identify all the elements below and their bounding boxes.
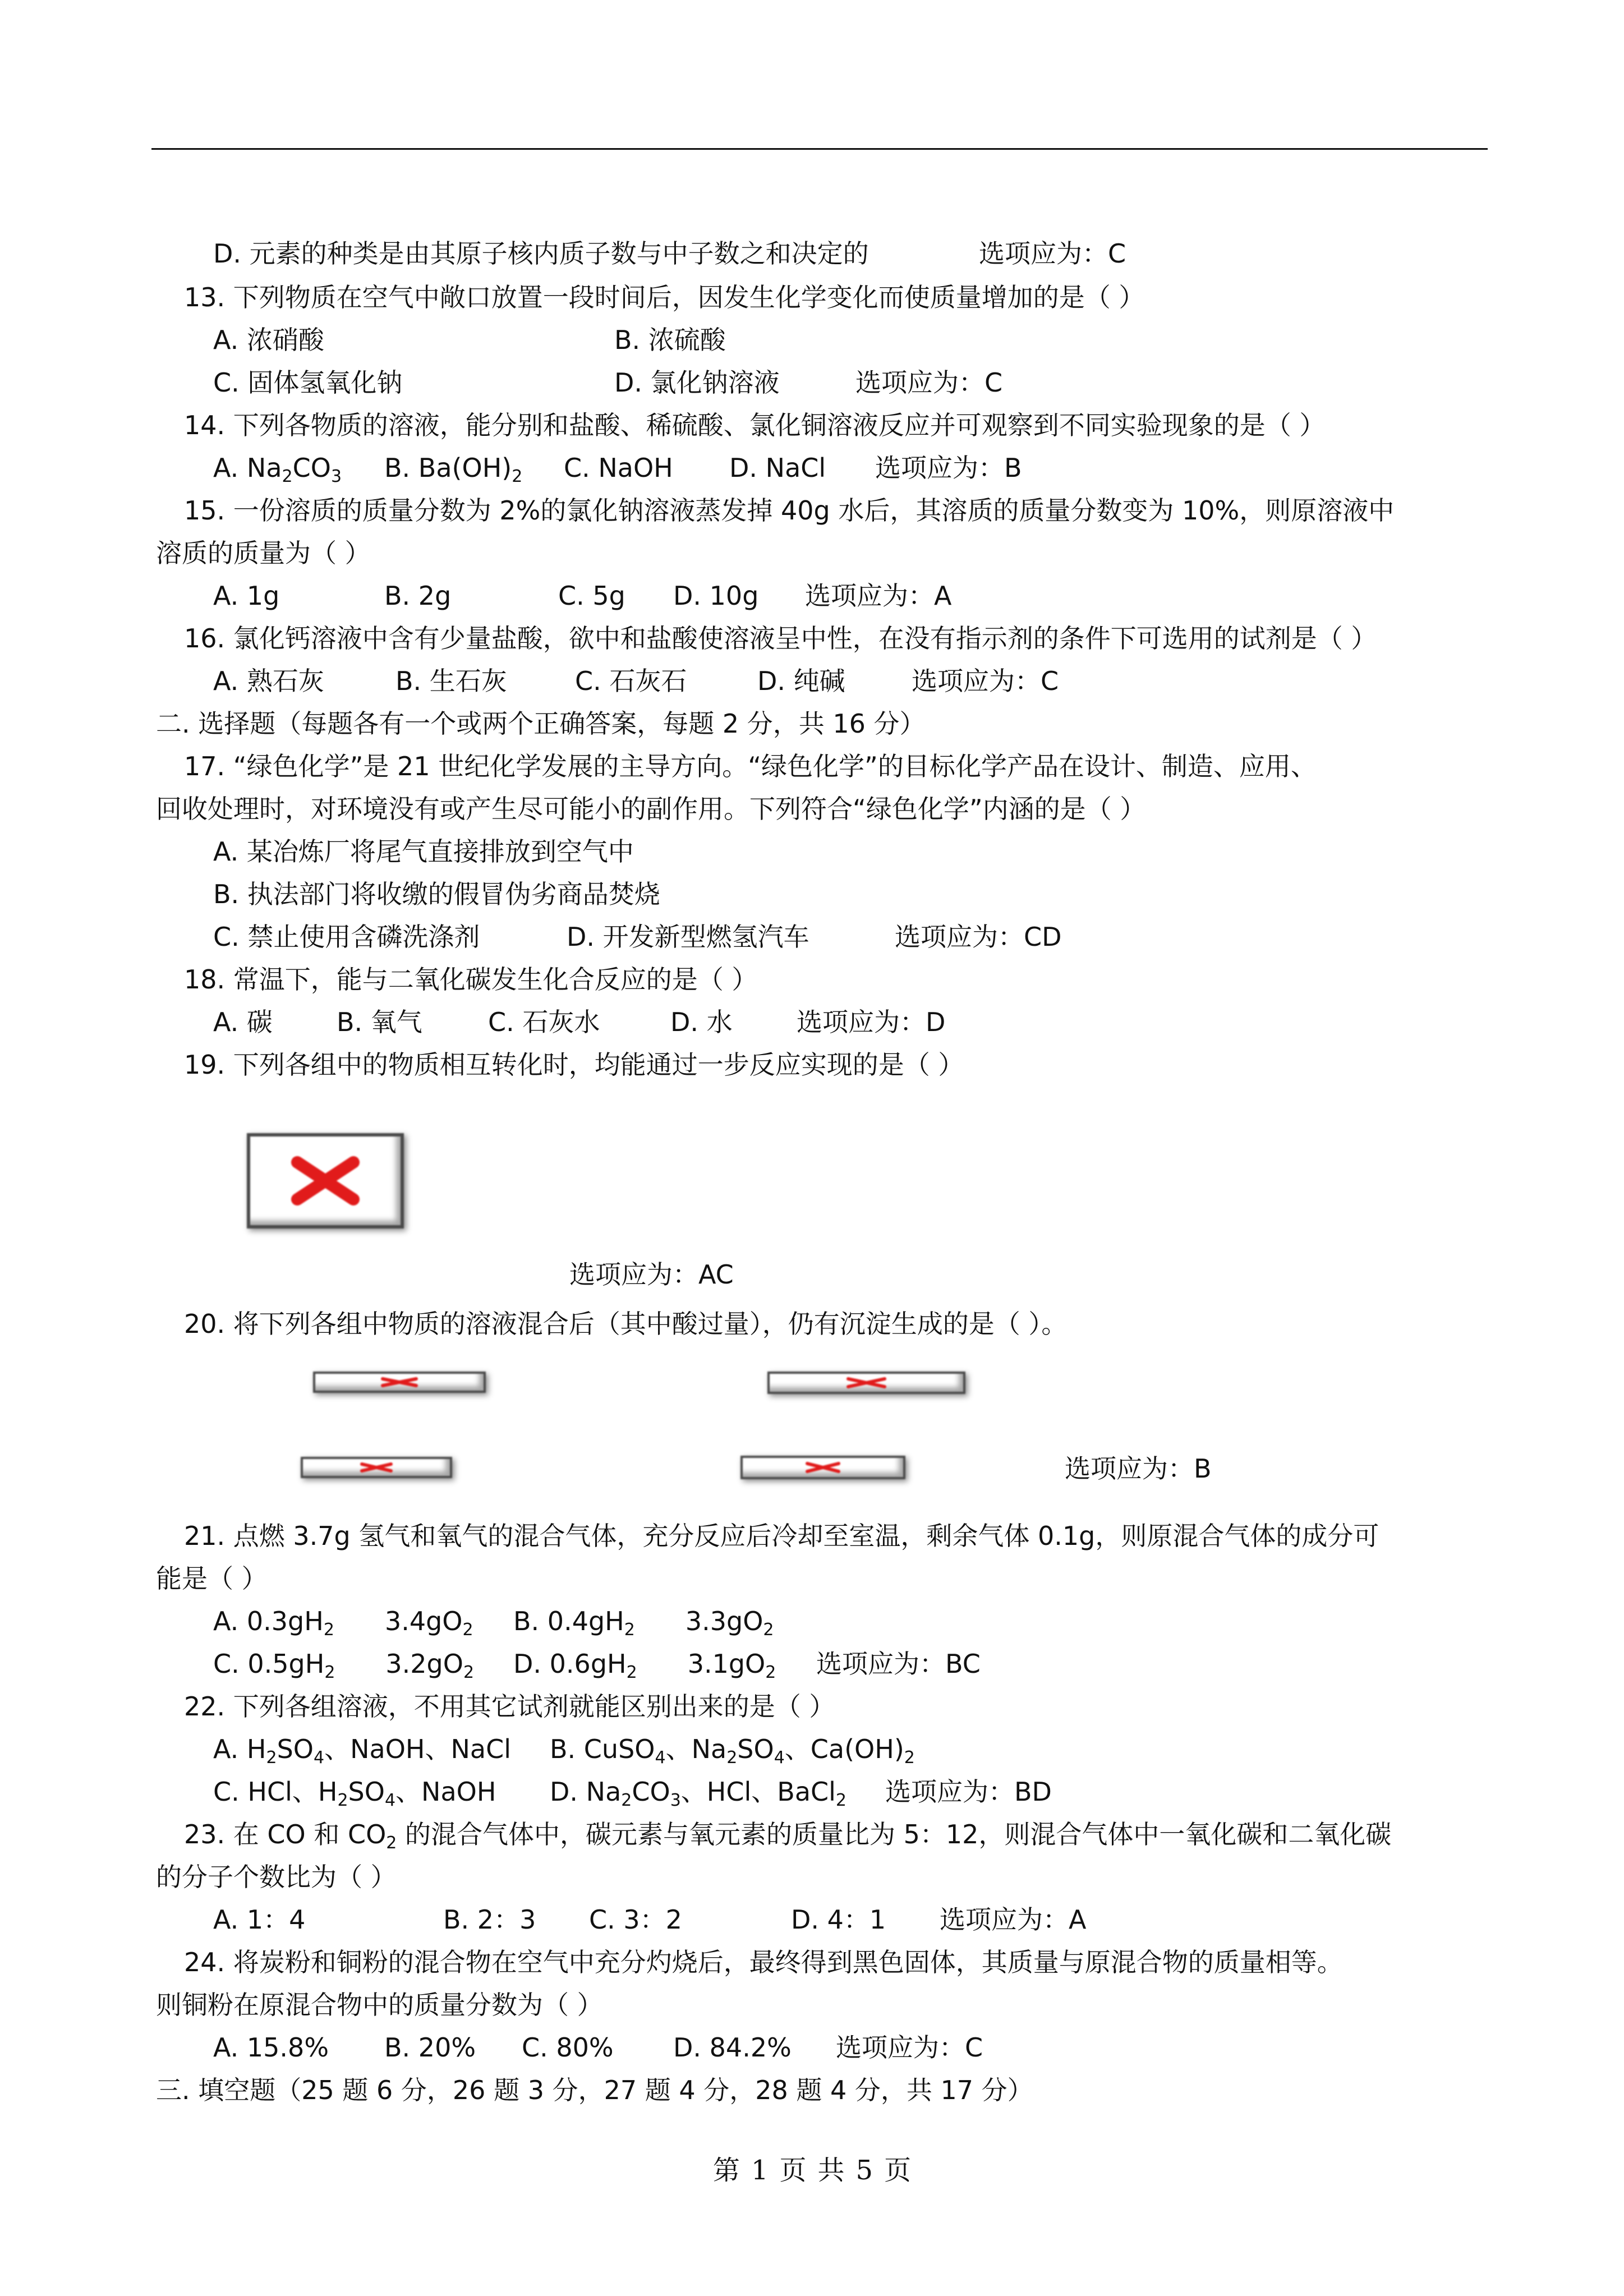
q14-option-a: A. $Na_2CO_3$ — [213, 453, 342, 486]
q23-answer: 选项应为：A — [940, 1904, 1087, 1935]
broken-image-x-icon — [303, 1459, 450, 1476]
q21-answer: 选项应为：BC — [816, 1649, 981, 1679]
q20-broken-image-d — [740, 1456, 905, 1479]
q17-stem-line2: 回收处理时，对环境没有或产生尽可能小的副作用。下列符合“绿色化学”内涵的是（ ） — [156, 794, 1146, 824]
q22-option-d: D. $Na_2CO_3$、HCl、BaCl$_2$ — [550, 1777, 847, 1810]
q23-option-b: B. 2：3 — [443, 1904, 536, 1935]
q18-answer: 选项应为：D — [797, 1007, 946, 1037]
broken-image-x-icon — [770, 1374, 963, 1392]
q24-answer: 选项应为：C — [836, 2032, 983, 2063]
q13-option-c: C. 固体氢氧化钠 — [213, 367, 403, 398]
q17-option-b: B. 执法部门将收缴的假冒伪劣商品焚烧 — [213, 879, 660, 909]
q23-option-c: C. 3：2 — [589, 1904, 682, 1935]
q15-option-c: C. 5g — [558, 581, 625, 611]
q24-option-d: D. 84.2% — [673, 2032, 792, 2063]
q17-option-d: D. 开发新型燃氢汽车 — [567, 922, 809, 952]
q22-option-a: A. $H_2SO_4$、NaOH、NaCl — [213, 1734, 511, 1768]
q24-option-c: C. 80% — [522, 2032, 614, 2063]
q23-option-d: D. 4：1 — [791, 1904, 886, 1935]
q20-broken-image-b — [767, 1372, 965, 1394]
q24-option-a: A. 15.8% — [213, 2032, 329, 2063]
q16-stem: 16. 氯化钙溶液中含有少量盐酸，欲中和盐酸使溶液呈中性，在没有指示剂的条件下可选用的试剂是（ ） — [184, 623, 1377, 654]
q20-broken-image-c — [301, 1457, 452, 1478]
q20-stem: 20. 将下列各组中物质的溶液混合后（其中酸过量），仍有沉淀生成的是（ ）。 — [184, 1309, 1068, 1339]
q16-answer: 选项应为：C — [912, 666, 1059, 696]
q20-answer: 选项应为：B — [1065, 1453, 1212, 1484]
q22-option-c: C. HCl、$H_2SO_4$、NaOH — [213, 1777, 496, 1810]
q23-stem-line1: 23. 在 CO 和 $CO_2$ 的混合气体中，碳元素与氧元素的质量比为 5：12，则混合气体中一氧化碳和二氧化碳 — [184, 1819, 1392, 1853]
q19-stem: 19. 下列各组中的物质相互转化时，均能通过一步反应实现的是（ ） — [184, 1050, 964, 1080]
q15-option-b: B. 2g — [384, 581, 452, 611]
q23-stem-line2: 的分子个数比为（ ） — [156, 1862, 397, 1892]
q23-option-a: A. 1：4 — [213, 1904, 306, 1935]
q15-stem-line1: 15. 一份溶质的质量分数为 2%的氯化钠溶液蒸发掉 40g 水后，其溶质的质量分数变为 10%，则原溶液中 — [184, 495, 1395, 526]
q12-answer: 选项应为：C — [979, 238, 1126, 269]
q22-option-b: B. CuSO$_4$、$Na_2SO_4$、$Ca(OH)_2$ — [550, 1734, 915, 1768]
broken-image-x-icon — [250, 1137, 401, 1225]
q12-option-d: D. 元素的种类是由其原子核内质子数与中子数之和决定的 — [213, 238, 869, 269]
q14-stem: 14. 下列各物质的溶液，能分别和盐酸、稀硫酸、氯化铜溶液反应并可观察到不同实验现象的是（ ） — [184, 410, 1326, 440]
q22-answer: 选项应为：BD — [885, 1777, 1052, 1807]
q19-broken-image — [247, 1133, 404, 1228]
q16-option-b: B. 生石灰 — [395, 666, 507, 696]
q17-option-a: A. 某冶炼厂将尾气直接排放到空气中 — [213, 836, 634, 867]
q17-option-c: C. 禁止使用含磷洗涤剂 — [213, 922, 480, 952]
q18-option-a: A. 碳 — [213, 1007, 273, 1037]
q24-option-b: B. 20% — [384, 2032, 476, 2063]
q18-option-d: D. 水 — [670, 1007, 733, 1037]
q21-option-c: C. $0.5gH_2$ $3.2gO_2$ — [213, 1649, 475, 1682]
q18-option-b: B. 氧气 — [337, 1007, 422, 1037]
q21-stem-line1: 21. 点燃 3.7g 氢气和氧气的混合气体，充分反应后冷却至室温，剩余气体 0.1g，则原混合气体的成分可 — [184, 1521, 1379, 1551]
q13-option-b: B. 浓硫酸 — [614, 325, 726, 355]
q20-broken-image-a — [313, 1372, 486, 1393]
broken-image-x-icon — [315, 1374, 484, 1391]
page-total: 5 — [855, 2155, 873, 2186]
q16-option-c: C. 石灰石 — [575, 666, 687, 696]
q17-stem-line1: 17. “绿色化学”是 21 世纪化学发展的主导方向。“绿色化学”的目标化学产品在设计、制造、应用、 — [184, 751, 1317, 781]
q16-option-d: D. 纯碱 — [757, 666, 845, 696]
section-3-title: 三. 填空题（25 题 6 分，26 题 3 分，27 题 4 分，28 题 4 分，共 17 分） — [156, 2075, 1033, 2105]
q21-stem-line2: 能是（ ） — [156, 1563, 268, 1594]
q16-option-a: A. 熟石灰 — [213, 666, 324, 696]
q15-stem-line2: 溶质的质量为（ ） — [156, 538, 371, 568]
q22-stem: 22. 下列各组溶液，不用其它试剂就能区别出来的是（ ） — [184, 1691, 835, 1722]
header-rule — [151, 148, 1488, 150]
q14-option-c: C. NaOH — [564, 453, 673, 483]
q24-stem-line1: 24. 将炭粉和铜粉的混合物在空气中充分灼烧后，最终得到黑色固体，其质量与原混合物的质量相等。 — [184, 1947, 1343, 1977]
q24-stem-line2: 则铜粉在原混合物中的质量分数为（ ） — [156, 1990, 603, 2020]
q14-option-b: B. $Ba(OH)_2$ — [384, 453, 523, 486]
q15-answer: 选项应为：A — [805, 581, 952, 611]
page-footer: 第 1 页 共 5 页 — [712, 2155, 912, 2186]
q13-option-a: A. 浓硝酸 — [213, 325, 324, 355]
q21-option-b: B. $0.4gH_2$ $3.3gO_2$ — [513, 1606, 774, 1640]
page-number: 1 — [751, 2155, 769, 2186]
section-2-title: 二. 选择题（每题各有一个或两个正确答案，每题 2 分，共 16 分） — [156, 708, 926, 739]
q13-answer: 选项应为：C — [855, 367, 1003, 398]
q17-answer: 选项应为：CD — [895, 922, 1062, 952]
q14-option-d: D. NaCl — [729, 453, 826, 483]
broken-image-x-icon — [743, 1458, 903, 1477]
q21-option-d: D. $0.6gH_2$ $3.1gO_2$ — [513, 1649, 776, 1682]
q18-option-c: C. 石灰水 — [488, 1007, 600, 1037]
q15-option-d: D. 10g — [673, 581, 759, 611]
q13-option-d: D. 氯化钠溶液 — [614, 367, 780, 398]
q13-stem: 13. 下列物质在空气中敞口放置一段时间后，因发生化学变化而使质量增加的是（ ） — [184, 282, 1145, 312]
q21-option-a: A. $0.3gH_2$ $3.4gO_2$ — [213, 1606, 473, 1640]
q18-stem: 18. 常温下，能与二氧化碳发生化合反应的是（ ） — [184, 964, 758, 995]
q14-answer: 选项应为：B — [875, 453, 1022, 483]
q19-answer: 选项应为：AC — [569, 1259, 734, 1290]
q15-option-a: A. 1g — [213, 581, 280, 611]
